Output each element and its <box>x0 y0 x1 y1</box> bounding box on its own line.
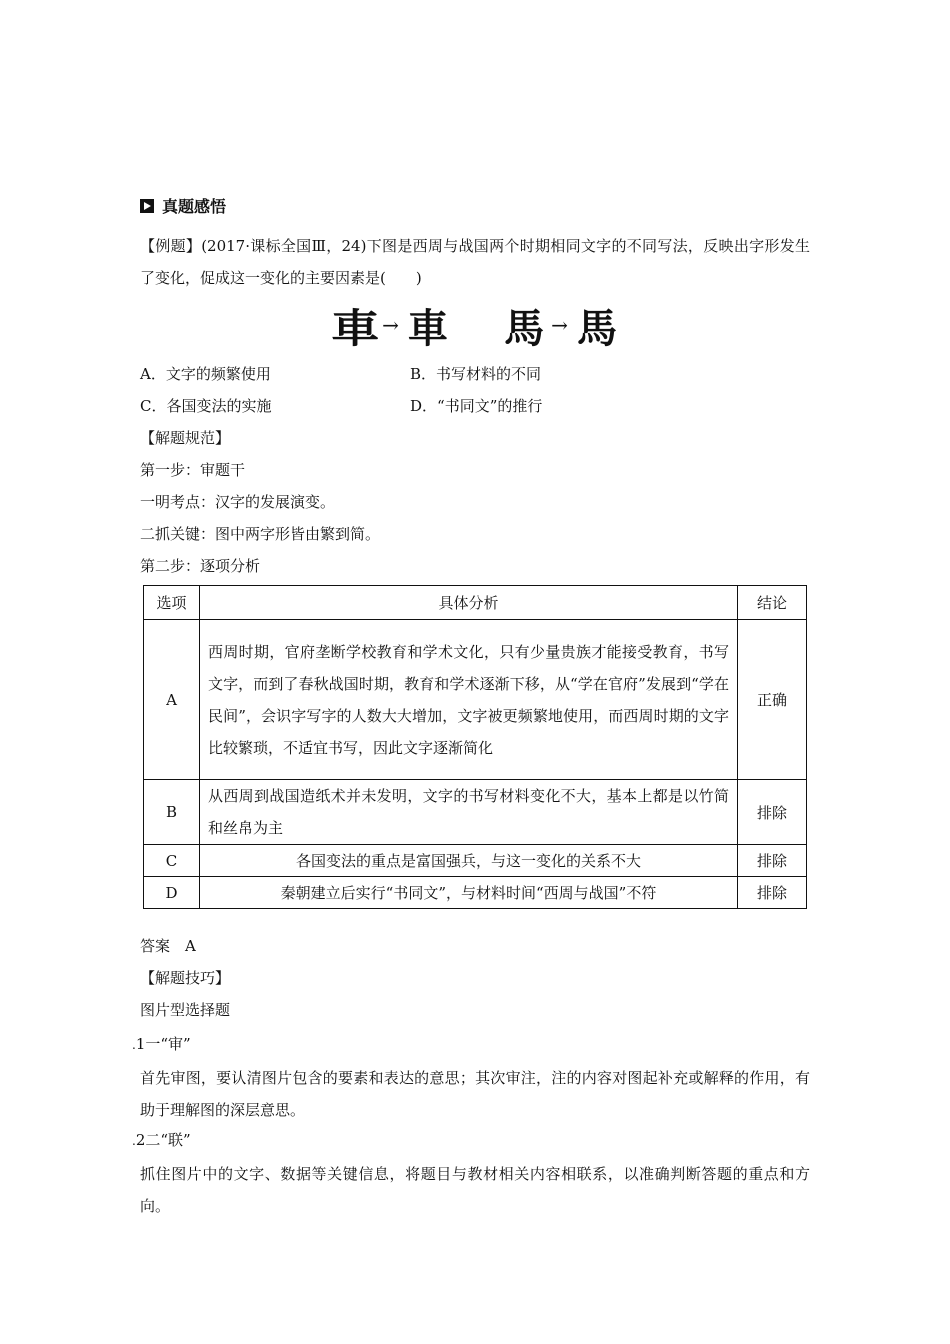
glyph-figure <box>331 294 615 356</box>
tip-item-one-title <box>132 1032 191 1057</box>
step-one: 第一步：审题干 <box>140 461 246 479</box>
option-d: D．“书同文”的推行 <box>410 397 543 415</box>
row-analysis: 各国变法的重点是富国强兵，与这一变化的关系不大 <box>200 845 738 877</box>
section-title <box>140 194 226 217</box>
question-type: 图片型选择题 <box>140 1001 231 1019</box>
table-row <box>144 845 807 877</box>
solution-heading: 【解题规范】 <box>140 429 231 447</box>
row-analysis: 秦朝建立后实行“书同文”，与材料时间“西周与战国”不符 <box>200 877 738 909</box>
option-c: C．各国变法的实施 <box>140 397 272 415</box>
answer: 答案 A <box>140 937 196 955</box>
row-option: A <box>144 620 200 780</box>
question-tag: 【例题】 <box>140 237 202 255</box>
row-result: 排除 <box>738 845 807 877</box>
header-result: 结论 <box>738 586 807 620</box>
row-option: D <box>144 877 200 909</box>
tip-item-one-text: 首先审图，要认清图片包含的要素和表达的意思；其次审注，注的内容对图起补充或解释的作用，有助于理解图的深层意思。 <box>140 1069 810 1119</box>
step-two: 第二步：逐项分析 <box>140 557 261 575</box>
option-b: B．书写材料的不同 <box>410 365 542 383</box>
list-marker-dot: . <box>132 1134 136 1148</box>
tip-item-two-label: 2二“联” <box>135 1131 191 1149</box>
row-result: 排除 <box>738 877 807 909</box>
key-point-one: 一明考点：汉字的发展演变。 <box>140 493 336 511</box>
row-result: 排除 <box>738 780 807 845</box>
tip-item-two-text: 抓住图片中的文字、数据等关键信息，将题目与教材相关内容相联系，以准确判断答题的重点和方向。 <box>140 1165 810 1215</box>
arrow-right-icon: → <box>382 313 399 337</box>
table-row <box>144 620 807 780</box>
tips-heading: 【解题技巧】 <box>140 969 231 987</box>
table-row <box>144 877 807 909</box>
glyph-che-zhanguo: 車 <box>407 304 446 352</box>
section-title-text: 真题感悟 <box>162 197 227 216</box>
analysis-table <box>143 585 807 909</box>
row-analysis: 西周时期，官府垄断学校教育和学术文化，只有少量贵族才能接受教育，书写文字，而到了春秋战国时期，教育和学术逐渐下移，从“学在官府”发展到“学在民间”，会识字写字的人数大大增加，文字被更频繁地使用，而西周时期的文字比较繁琐，不适宜书写，因此文字逐渐简化 <box>200 620 738 780</box>
tip-item-one-label: 1一“审” <box>135 1035 191 1053</box>
arrow-right-icon: → <box>551 313 568 337</box>
table-row <box>144 780 807 845</box>
header-option: 选项 <box>144 586 200 620</box>
row-option: C <box>144 845 200 877</box>
play-triangle-icon <box>140 199 154 213</box>
glyph-che-zhou: 車 <box>331 304 377 352</box>
header-analysis: 具体分析 <box>200 586 738 620</box>
glyph-ma-zhou: 馬 <box>504 304 543 352</box>
list-marker-dot: . <box>132 1038 136 1052</box>
row-option: B <box>144 780 200 845</box>
question-stem <box>140 230 810 294</box>
row-analysis: 从西周到战国造纸术并未发明，文字的书写材料变化不大，基本上都是以竹简和丝帛为主 <box>200 780 738 845</box>
row-result: 正确 <box>738 620 807 780</box>
glyph-ma-zhanguo: 馬 <box>577 304 615 352</box>
question-text: (2017·课标全国Ⅲ，24)下图是西周与战国两个时期相同文字的不同写法，反映出字形发生了变化，促成这一变化的主要因素是( ) <box>140 237 810 287</box>
tip-item-two-title <box>132 1128 191 1153</box>
key-point-two: 二抓关键：图中两字形皆由繁到简。 <box>140 525 381 543</box>
option-a: A．文字的频繁使用 <box>140 365 271 383</box>
table-header-row <box>144 586 807 620</box>
